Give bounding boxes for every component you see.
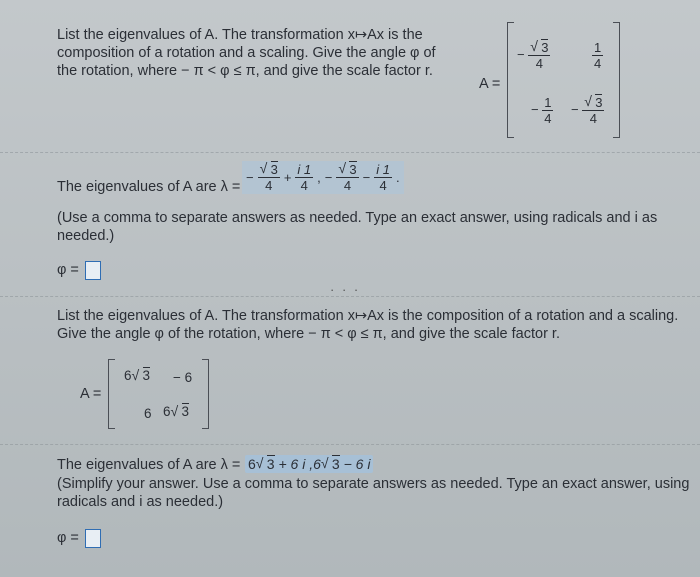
problem1-instructions-line1: (Use a comma to separate answers as needed. Type an exact answer, using radicals and i as	[57, 210, 658, 226]
problem2-prompt-line1: List the eigenvalues of A. The transformation x↦Ax is the composition of a rotation and a scaling.	[57, 308, 679, 324]
problem1-phi-label: φ =	[57, 262, 79, 278]
separator-dots: · · ·	[330, 282, 361, 297]
problem1-matrix-label: A =	[479, 76, 501, 92]
matrix2-cell-a21: 6	[144, 406, 152, 421]
matrix-cell-a22: − √ $\frac{3}{4}$	[571, 95, 604, 126]
matrix-left-bracket	[507, 22, 514, 138]
problem1-instructions-line2: needed.)	[57, 228, 115, 244]
matrix-right-bracket	[613, 22, 620, 138]
problem2-matrix-label: A =	[80, 386, 102, 402]
section-divider-3	[0, 444, 700, 445]
matrix2-cell-a11: 6√ 3	[124, 368, 150, 383]
problem1-eigen-answer[interactable]: − √ $\frac{3}{4}$ + $\frac{i 1}{4}$ , − √ $\frac{3}{4}$ − $\frac{i 1}{4}$ .	[242, 161, 404, 194]
matrix-cell-a21: − $\frac{1}{4}$	[531, 95, 552, 126]
problem1-eigen-label: The eigenvalues of A are λ =	[57, 179, 241, 195]
matrix2-cell-a12: − 6	[173, 370, 193, 385]
matrix-cell-a12: $\frac{1}{4}$	[594, 40, 602, 71]
problem2-eigen-label: The eigenvalues of A are λ =	[57, 457, 241, 473]
problem1-prompt-line1: List the eigenvalues of A. The transformation x↦Ax is the	[57, 27, 423, 43]
problem2-instructions-line2: radicals and i as needed.)	[57, 494, 224, 510]
problem2-prompt-line2: Give the angle φ of the rotation, where − π < φ ≤ π, and give the scale factor r.	[57, 326, 560, 342]
problem2-eigen-answer[interactable]: 6 √ 3 + 6 i ,6 √ 3 − 6 i	[245, 455, 373, 473]
problem1-prompt-line2: composition of a rotation and a scaling. Give the angle φ of	[57, 45, 436, 61]
problem2-phi-input[interactable]	[85, 529, 101, 548]
section-divider	[0, 152, 700, 153]
problem1-prompt-line3: the rotation, where − π < φ ≤ π, and give the scale factor r.	[57, 63, 433, 79]
matrix-cell-a11: − √ $\frac{3}{4}$	[517, 40, 550, 71]
problem1-phi-input[interactable]	[85, 261, 101, 280]
problem2-phi-label: φ =	[57, 530, 79, 546]
matrix2-left-bracket	[108, 359, 115, 429]
section-divider-2	[0, 296, 700, 297]
matrix2-right-bracket	[202, 359, 209, 429]
problem2-instructions-line1: (Simplify your answer. Use a comma to separate answers as needed. Type an exact answer, using	[57, 476, 690, 492]
matrix2-cell-a22: 6√ 3	[163, 404, 189, 419]
